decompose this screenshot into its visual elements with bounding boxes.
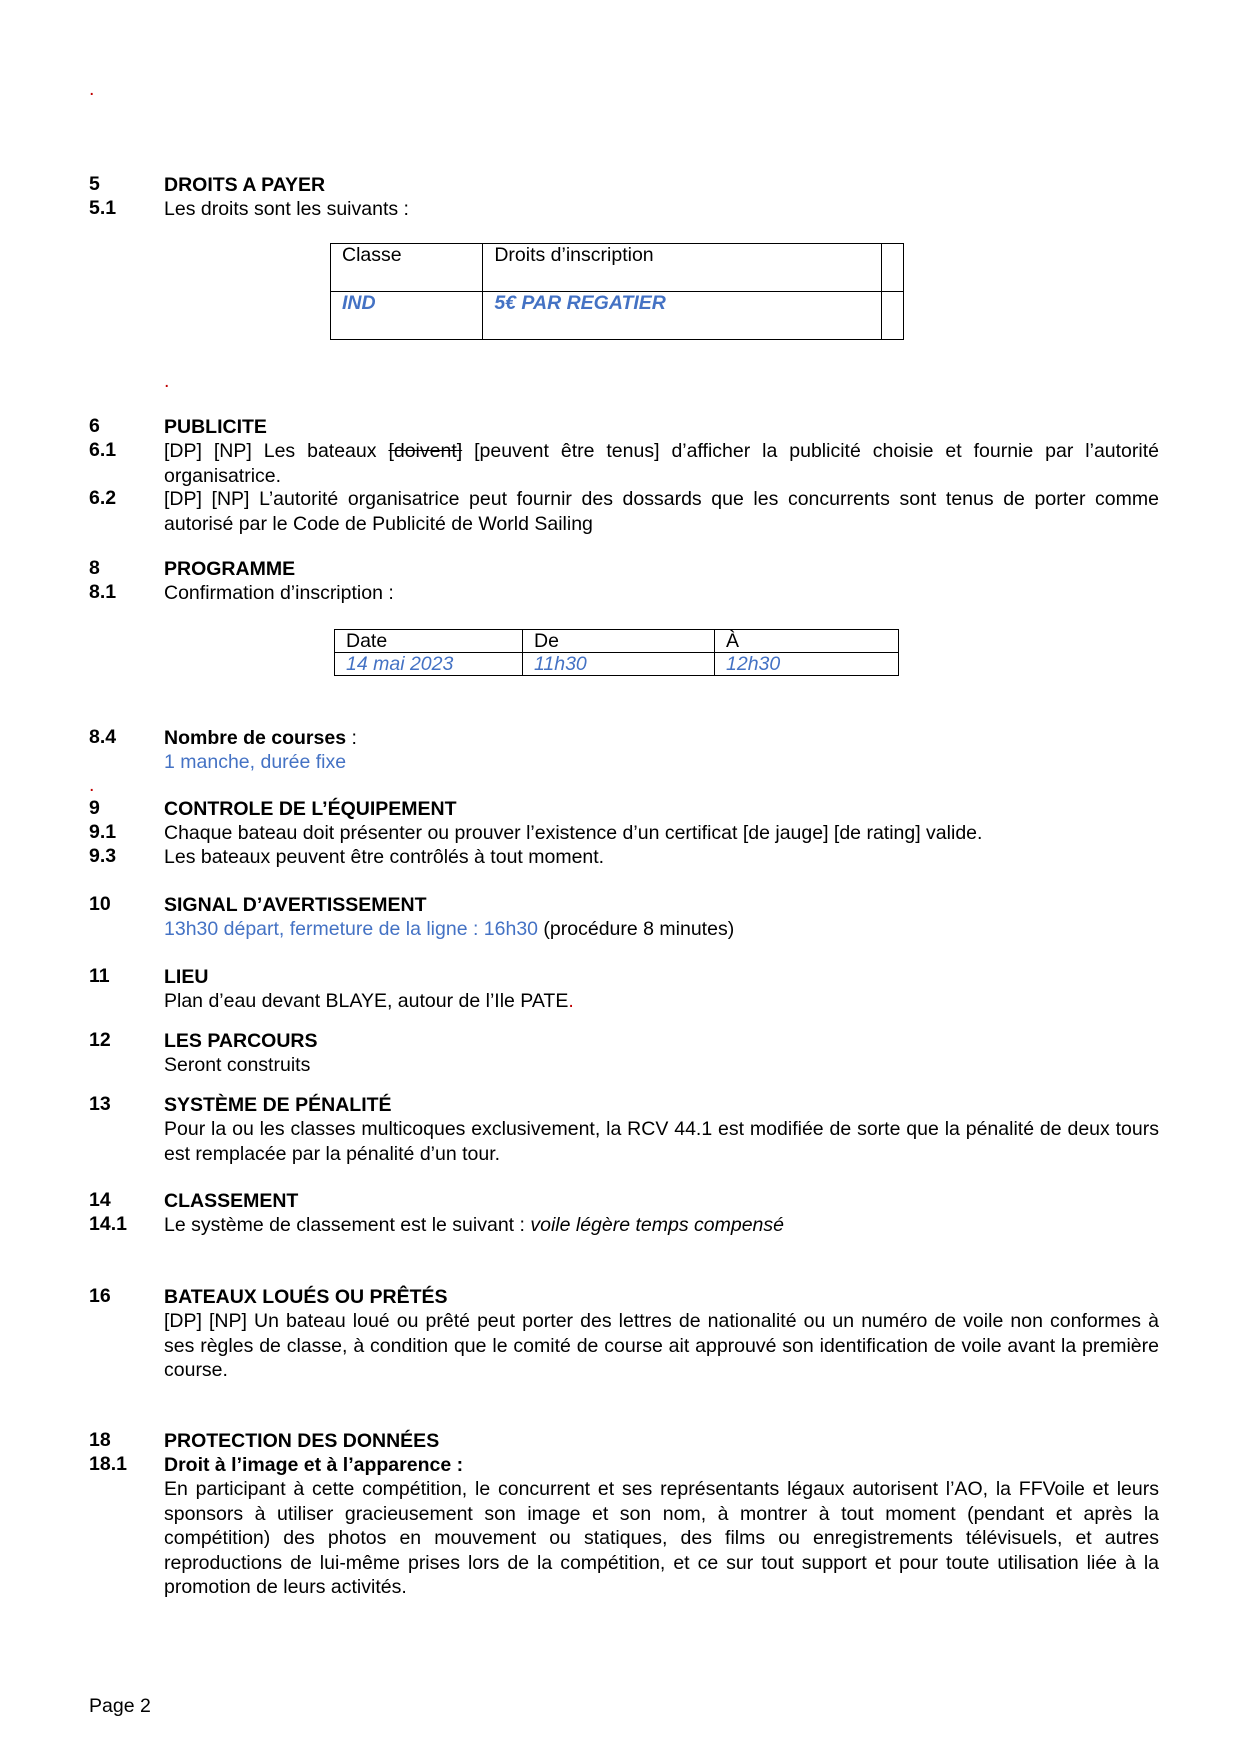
subsection-number: 6.2 <box>89 487 117 509</box>
paragraph: Confirmation d’inscription : <box>164 582 394 604</box>
paragraph: Nombre de courses : <box>164 727 357 749</box>
section-title: PUBLICITE <box>164 416 267 438</box>
section-title: CLASSEMENT <box>164 1190 299 1212</box>
schedule-cell-a: 12h30 <box>715 653 899 676</box>
paragraph: Chaque bateau doit présenter ou prouver l’existence d’un certificat [de jauge] [de rating] valide. <box>164 822 983 844</box>
section-number: 18 <box>89 1429 111 1451</box>
subsection-number: 8.1 <box>89 581 117 603</box>
paragraph: 13h30 départ, fermeture de la ligne : 16h30 (procédure 8 minutes) <box>164 918 735 940</box>
section-number: 16 <box>89 1285 111 1307</box>
paragraph: [DP] [NP] Un bateau loué ou prêté peut porter des lettres de nationalité ou un numéro de voile non conformes à ses règles de classe, à condition que le comité de course ait approuvé son identification de voile avant la première course. <box>164 1310 1159 1381</box>
section-number: 14 <box>89 1189 111 1211</box>
fees-empty-cell <box>881 244 903 292</box>
section-number: 9 <box>89 797 100 819</box>
paragraph: Pour la ou les classes multicoques exclusivement, la RCV 44.1 est modifiée de sorte que la pénalité de deux tours est remplacée par la pénalité d’un tour. <box>164 1118 1159 1165</box>
section-title: PROTECTION DES DONNÉES <box>164 1430 440 1452</box>
section-title: SIGNAL D’AVERTISSEMENT <box>164 894 427 916</box>
section-title: LES PARCOURS <box>164 1030 318 1052</box>
section-number: 6 <box>89 415 100 437</box>
fees-cell-droits: 5€ PAR REGATIER <box>483 292 881 340</box>
stray-mark: . <box>89 774 95 796</box>
paragraph: Le système de classement est le suivant : voile légère temps compensé <box>164 1214 784 1236</box>
subsection-number: 18.1 <box>89 1453 127 1475</box>
paragraph: Les bateaux peuvent être contrôlés à tout moment. <box>164 846 605 868</box>
paragraph: Seront construits <box>164 1054 311 1076</box>
section-title: DROITS A PAYER <box>164 174 326 196</box>
subsection-number: 9.1 <box>89 821 117 843</box>
section-title: SYSTÈME DE PÉNALITÉ <box>164 1094 392 1116</box>
section-number: 5 <box>89 173 100 195</box>
subsection-number: 6.1 <box>89 439 117 461</box>
schedule-table <box>334 629 899 676</box>
section-title: LIEU <box>164 966 209 988</box>
subsection-title: Droit à l’image et à l’apparence : <box>164 1454 464 1476</box>
fees-header-droits: Droits d’inscription <box>483 244 881 292</box>
paragraph: 1 manche, durée fixe <box>164 751 347 773</box>
subsection-number: 14.1 <box>89 1213 127 1235</box>
schedule-header-a: À <box>715 630 899 653</box>
schedule-header-date: Date <box>335 630 523 653</box>
schedule-header-de: De <box>523 630 715 653</box>
section-number: 12 <box>89 1029 111 1051</box>
section-number: 11 <box>89 965 110 987</box>
subsection-number: 8.4 <box>89 726 117 748</box>
page-number: Page 2 <box>89 1695 151 1717</box>
paragraph: Plan d’eau devant BLAYE, autour de l’Ile PATE. <box>164 990 574 1012</box>
section-number: 13 <box>89 1093 111 1115</box>
paragraph: En participant à cette compétition, le concurrent et ses représentants légaux autorisent l’AO, la FFVoile et leurs sponsors à utiliser gracieusement son image et son nom, à montrer à tout moment (pendant et après la compétition) des photos en mouvement ou statiques, des films ou enregistrements télévisuels, et autres reproductions de lui-même prises lors de la compétition, et ce sur tout support et pour toute utilisation liée à la promotion de leurs activités. <box>164 1478 1159 1598</box>
fees-empty-cell <box>881 292 903 340</box>
subsection-number: 5.1 <box>89 197 117 219</box>
stray-mark: . <box>164 370 170 392</box>
fees-cell-classe: IND <box>331 292 483 340</box>
paragraph: [DP] [NP] Les bateaux [doivent] [peuvent être tenus] d’afficher la publicité choisie et fournie par l’autorité organisatrice. <box>164 440 1159 487</box>
fees-header-classe: Classe <box>331 244 483 292</box>
stray-mark: . <box>89 78 95 100</box>
section-title: PROGRAMME <box>164 558 296 580</box>
paragraph: [DP] [NP] L’autorité organisatrice peut fournir des dossards que les concurrents sont tenus de porter comme autorisé par le Code de Publicité de World Sailing <box>164 488 1159 535</box>
schedule-cell-date: 14 mai 2023 <box>335 653 523 676</box>
section-title: CONTROLE DE L’ÉQUIPEMENT <box>164 798 457 820</box>
section-number: 10 <box>89 893 111 915</box>
subsection-number: 9.3 <box>89 845 117 867</box>
section-title: BATEAUX LOUÉS OU PRÊTÉS <box>164 1286 448 1308</box>
schedule-cell-de: 11h30 <box>523 653 715 676</box>
struck-text: [doivent] <box>388 440 463 462</box>
paragraph: Les droits sont les suivants : <box>164 198 409 220</box>
fees-table <box>330 243 904 340</box>
section-number: 8 <box>89 557 100 579</box>
